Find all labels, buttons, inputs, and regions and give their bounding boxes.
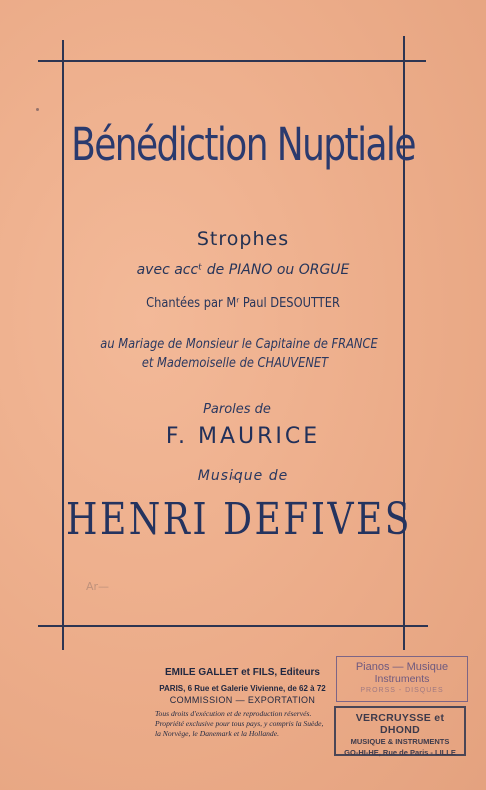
occasion-line-2: et Mademoiselle de CHAUVENET bbox=[141, 356, 329, 371]
pencil-annotation: Ar— bbox=[86, 580, 110, 593]
song-title: Bénédiction Nuptiale bbox=[71, 118, 415, 171]
accompaniment-line: avec accᵗ de PIANO ou ORGUE bbox=[136, 262, 350, 278]
stamp1-line3: PRORSS - DISQUES bbox=[360, 687, 444, 694]
dealer-stamp-vercruysse bbox=[334, 706, 466, 756]
composer-name: HENRI DEFIVES bbox=[66, 494, 412, 545]
stamp1-line1: Pianos — Musique bbox=[355, 661, 449, 673]
music-label: Musique de bbox=[197, 468, 289, 484]
rights-notice: Tous droits d'exécution et de reproduction réservés. Propriété exclusive pour tous pays, y compris la Suède, la Norvège, le Danemark et la Hollande. bbox=[155, 709, 324, 738]
paper-spot bbox=[36, 108, 39, 111]
frame-bottom-rule bbox=[38, 625, 428, 627]
performer-line: Chantées par Mʳ Paul DESOUTTER bbox=[146, 296, 340, 311]
subtitle-strophes: Strophes bbox=[196, 228, 290, 250]
frame-top-rule bbox=[38, 60, 426, 62]
publisher-block bbox=[155, 666, 330, 739]
stamp2-line3: GO-HI-HE, Rue de Paris - LILLE bbox=[344, 748, 456, 757]
lyricist-name: F. MAURICE bbox=[165, 424, 321, 449]
stamp1-line2: Instruments bbox=[374, 673, 430, 685]
lyrics-label: Paroles de bbox=[203, 402, 271, 417]
dealer-stamp-instruments bbox=[336, 656, 468, 702]
stamp2-line2: MUSIQUE & INSTRUMENTS bbox=[350, 737, 450, 746]
stamp2-line1: VERCRUYSSE et DHOND bbox=[355, 712, 445, 736]
publisher-commission: COMMISSION — EXPORTATION bbox=[169, 695, 316, 705]
publisher-name: EMILE GALLET et FILS, Editeurs bbox=[164, 667, 320, 678]
publisher-address: PARIS, 6 Rue et Galerie Vivienne, de 62 à 72 bbox=[159, 684, 326, 693]
occasion-line-1: au Mariage de Monsieur le Capitaine de FRANCE bbox=[100, 337, 378, 352]
